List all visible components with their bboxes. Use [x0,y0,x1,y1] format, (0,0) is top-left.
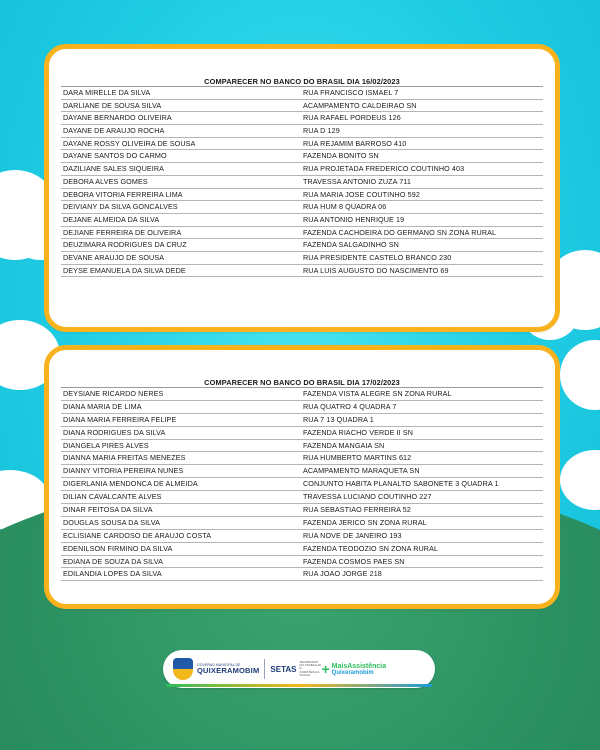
beneficiary-name: DEUZIMARA RODRIGUES DA CRUZ [63,240,187,250]
table-row [61,100,543,113]
beneficiary-address: RUA PRESIDENTE CASTELO BRANCO 230 [303,252,452,262]
beneficiary-address: RUA FRANCISCO ISMAEL 7 [303,88,399,97]
beneficiary-name: DEBORA VITORIA FERREIRA LIMA [63,189,183,199]
beneficiary-name: DEJANE ALMEIDA DA SILVA [63,214,160,224]
beneficiary-address: ACAMPAMENTO CALDEIRAO SN [303,100,417,110]
table-row [61,388,543,401]
table-row [61,478,543,491]
beneficiary-name: ECLISIANE CARDOSO DE ARAUJO COSTA [63,530,212,540]
table-row [61,87,543,100]
table-row [61,427,543,440]
beneficiary-address: RUA D 129 [303,126,340,136]
beneficiary-address: FAZENDA RIACHO VERDE II SN [303,427,414,437]
table-row [61,504,543,517]
beneficiary-address: RUA HUMBERTO MARTINS 612 [303,453,412,463]
beneficiary-address: RUA RAFAEL PORDEUS 126 [303,113,401,123]
beneficiary-address: RUA QUATRO 4 QUADRA 7 [303,401,397,411]
gov-subtitle: GOVERNO MUNICIPAL DE [197,662,241,667]
table-row [61,176,543,189]
schedule-table-day2 [61,377,543,581]
footer-logos [163,650,435,688]
beneficiary-address: RUA NOVE DE JANEIRO 193 [303,530,402,540]
table-row [61,125,543,138]
beneficiary-address: RUA MARIA JOSE COUTINHO 592 [303,189,420,199]
plus-icon: + [321,661,330,677]
beneficiary-address: RUA ANTONIO HENRIQUE 19 [303,214,405,224]
table-row [61,440,543,453]
mais-assistencia-city: Quixeramobim [331,669,374,676]
municipal-logo [197,664,259,675]
table-row [61,214,543,227]
beneficiary-name: DIANNY VITORIA PEREIRA NUNES [63,466,184,476]
beneficiary-name: DINAR FEITOSA DA SILVA [63,505,153,515]
beneficiary-address: FAZENDA VISTA ALEGRE SN ZONA RURAL [303,389,452,398]
schedule-title-day1: COMPARECER NO BANCO DO BRASIL DIA 16/02/2023 [61,76,543,87]
beneficiary-address: FAZENDA COSMOS PAES SN [303,556,405,566]
table-row [61,227,543,240]
beneficiary-name: DARA MIRELLE DA SILVA [63,88,151,97]
beneficiary-address: RUA HUM 8 QUADRA 06 [303,202,387,212]
beneficiary-name: DEJIANE FERREIRA DE OLIVEIRA [63,227,182,237]
schedule-card-day1 [44,44,560,332]
table-row [61,189,543,202]
beneficiary-address: FAZENDA CACHOEIRA DO GERMANO SN ZONA RURAL [303,227,497,237]
beneficiary-address: RUA LUIS AUGUSTO DO NASCIMENTO 69 [303,265,449,275]
table-row [61,530,543,543]
beneficiary-name: DEYSE EMANUELA DA SILVA DEDE [63,265,186,275]
table-row [61,517,543,530]
beneficiary-address: FAZENDA BONITO SN [303,151,379,161]
beneficiary-name: DEBORA ALVES GOMES [63,176,148,186]
table-row [61,265,543,278]
table-row [61,112,543,125]
beneficiary-name: DILIAN CAVALCANTE ALVES [63,492,162,502]
beneficiary-name: DAYANE SANTOS DO CARMO [63,151,167,161]
beneficiary-address: TRAVESSA ANTONIO ZUZA 711 [303,176,411,186]
beneficiary-name: DEYSIANE RICARDO NERES [63,389,164,398]
beneficiary-address: RUA JOAO JORGE 218 [303,569,382,579]
beneficiary-address: RUA 7 13 QUADRA 1 [303,414,374,424]
table-row [61,414,543,427]
beneficiary-name: EDENILSON FIRMINO DA SILVA [63,543,173,553]
beneficiary-name: DAYANE BERNARDO OLIVEIRA [63,113,172,123]
schedule-title-day2: COMPARECER NO BANCO DO BRASIL DIA 17/02/2023 [61,377,543,388]
table-row [61,252,543,265]
beneficiary-name: DAYANE ROSSY OLIVEIRA DE SOUSA [63,138,196,148]
beneficiary-name: DAYANE DE ARAUJO ROCHA [63,126,165,136]
table-row [61,150,543,163]
table-row [61,543,543,556]
beneficiary-name: DEVANE ARAUJO DE SOUSA [63,252,165,262]
table-row [61,556,543,569]
beneficiary-name: DIANA MARIA FERREIRA FELIPE [63,414,177,424]
table-row [61,491,543,504]
table-row [61,452,543,465]
beneficiary-address: TRAVESSA LUCIANO COUTINHO 227 [303,492,432,502]
mais-assistencia-title: MaisAssistência [331,662,387,670]
table-row [61,401,543,414]
mais-assistencia-logo [332,663,386,676]
beneficiary-name: DIANNA MARIA FREITAS MENEZES [63,453,186,463]
table-row [61,465,543,478]
beneficiary-name: DIANA RODRIGUES DA SILVA [63,427,166,437]
schedule-table-day1 [61,76,543,277]
footer-color-stripe [166,684,432,687]
beneficiary-address: FAZENDA SALGADINHO SN [303,240,399,250]
beneficiary-address: RUA PROJETADA FREDERICO COUTINHO 403 [303,164,465,174]
beneficiary-address: FAZENDA MANGAIA SN [303,440,385,450]
setas-logo: SETAS [270,664,297,674]
beneficiary-name: EDILANDIA LOPES DA SILVA [63,569,162,579]
beneficiary-name: DARLIANE DE SOUSA SILVA [63,100,162,110]
beneficiary-address: RUA REJAMIM BARROSO 410 [303,138,407,148]
beneficiary-name: DOUGLAS SOUSA DA SILVA [63,517,160,527]
beneficiary-name: EDIANA DE SOUZA DA SILVA [63,556,163,566]
beneficiary-address: ACAMPAMENTO MARAQUETA SN [303,466,420,476]
table-row [61,138,543,151]
table-row [61,568,543,581]
table-row [61,239,543,252]
beneficiary-address: FAZENDA JERICO SN ZONA RURAL [303,517,427,527]
beneficiary-name: DEIVIANY DA SILVA GONCALVES [63,202,178,212]
beneficiary-address: FAZENDA TEODOZIO SN ZONA RURAL [303,543,439,553]
schedule-card-day2 [44,345,560,609]
beneficiary-address: CONJUNTO HABITA PLANALTO SABONETE 3 QUADRA 1 [303,479,499,489]
logo-divider [264,659,265,679]
beneficiary-name: DIANGELA PIRES ALVES [63,440,149,450]
beneficiary-name: DIGERLANIA MENDONCA DE ALMEIDA [63,479,198,489]
table-row [61,201,543,214]
setas-subtitle: SECRETARIA DO TRABALHO E ASSISTÊNCIA SOCIAL [299,659,321,677]
beneficiary-name: DAZILIANE SALES SIQUEIRA [63,164,165,174]
municipal-crest-icon [173,658,193,680]
beneficiary-address: RUA SEBASTIAO FERREIRA 52 [303,505,411,515]
gov-name: QUIXERAMOBIM [197,666,260,675]
beneficiary-name: DIANA MARIA DE LIMA [63,401,142,411]
table-row [61,163,543,176]
